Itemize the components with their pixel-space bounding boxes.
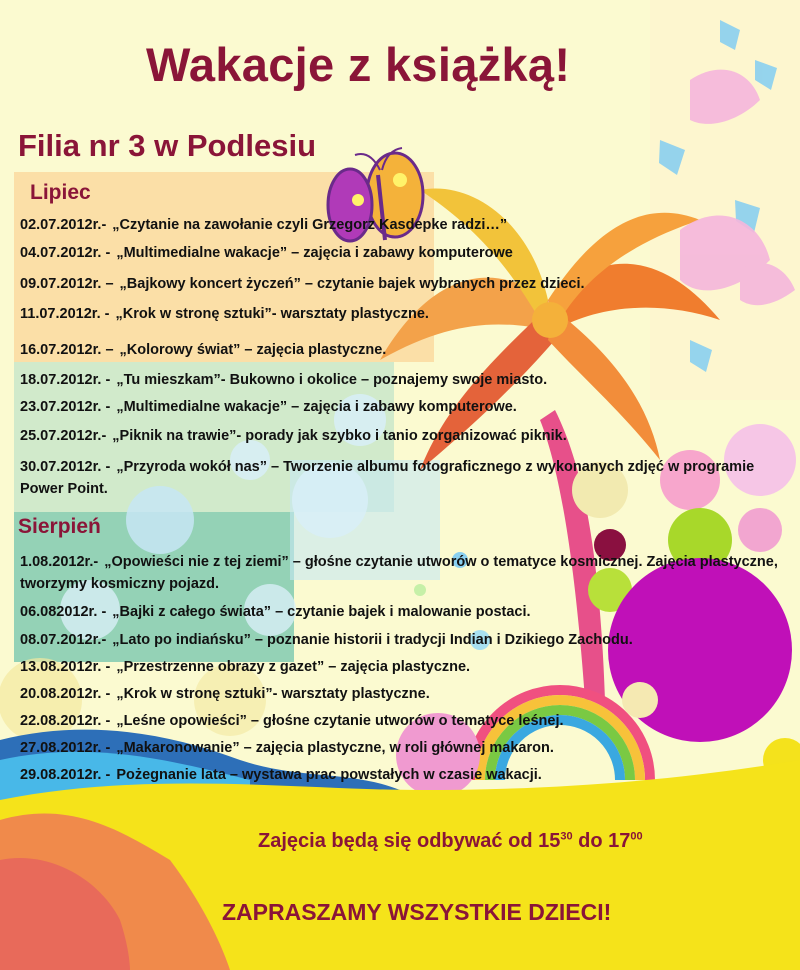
event-date: 25.07.2012r.- (20, 428, 107, 444)
event-row (20, 245, 513, 261)
event-row (20, 399, 517, 415)
event-text: „Przestrzenne obrazy z gazet” – zajęcia plastyczne. (116, 659, 471, 675)
event-text: „Makaronowanie” – zajęcia plastyczne, w roli głównej makaron. (116, 740, 554, 756)
event-row (20, 306, 429, 322)
event-text: „Bajkowy koncert życzeń” – czytanie bajek wybranych przez dzieci. (119, 276, 585, 292)
event-text: „Multimedialne wakacje” – zajęcia i zabawy komputerowe (116, 245, 513, 261)
event-date: 29.08.2012r. - (20, 767, 111, 783)
event-row (20, 659, 470, 675)
event-text: „Tu mieszkam”- Bukowno i okolice – poznajemy swoje miasto. (116, 372, 548, 388)
event-text: Pożegnanie lata – wystawa prac powstałych w czasie wakacji. (116, 767, 542, 783)
event-date: 22.08.2012r. - (20, 713, 111, 729)
event-date: 06.082012r. - (20, 604, 107, 620)
event-text: „Leśne opowieści” – głośne czytanie utworów o tematyce leśnej. (116, 713, 564, 729)
event-row (20, 342, 386, 358)
event-row (20, 276, 585, 292)
event-date: 20.08.2012r. - (20, 686, 111, 702)
event-text: „Multimedialne wakacje” – zajęcia i zabawy komputerowe. (116, 399, 517, 415)
event-date: 30.07.2012r. - (20, 459, 111, 475)
event-text: „Czytanie na zawołanie czyli Grzegorz Kasdepke radzi…” (112, 217, 508, 233)
event-text: „Lato po indiańsku” – poznanie historii i tradycji Indian i Dzikiego Zachodu. (112, 632, 633, 648)
event-text: „Krok w stronę sztuki”- warsztaty plastyczne. (116, 686, 430, 702)
event-date: 1.08.2012r.- (20, 554, 99, 570)
event-date: 23.07.2012r. - (20, 399, 111, 415)
event-row (20, 604, 531, 620)
event-row (20, 428, 567, 444)
branch-heading: Filia nr 3 w Podlesiu (18, 128, 317, 163)
event-date: 13.08.2012r. - (20, 659, 111, 675)
event-row (20, 740, 554, 756)
event-row (20, 767, 542, 783)
event-date: 27.08.2012r. - (20, 740, 111, 756)
poster-title: Wakacje z książką! (146, 38, 571, 91)
month-heading-august: Sierpień (18, 515, 101, 538)
invitation-text: ZAPRASZAMY WSZYSTKIE DZIECI! (222, 899, 612, 925)
event-date: 18.07.2012r. - (20, 372, 111, 388)
event-row (20, 686, 430, 702)
event-row (20, 632, 633, 648)
event-row (20, 217, 507, 233)
event-row (20, 372, 547, 388)
event-date: 04.07.2012r. - (20, 245, 111, 261)
event-date: 16.07.2012r. – (20, 342, 114, 358)
event-date: 09.07.2012r. – (20, 276, 114, 292)
event-row (20, 456, 780, 500)
event-text: „Bajki z całego świata” – czytanie bajek i malowanie postaci. (112, 604, 531, 620)
event-date: 02.07.2012r.- (20, 217, 107, 233)
event-date: 11.07.2012r. - (20, 306, 110, 322)
hours-end-minutes: 00 (630, 830, 643, 843)
event-text: „Piknik na trawie”- porady jak szybko i tanio zorganizować piknik. (112, 428, 567, 444)
event-row (20, 713, 564, 729)
month-heading-july: Lipiec (30, 181, 91, 204)
event-text: „Przyroda wokół nas” – Tworzenie albumu fotograficznego z wykonanych zdjęć w programie Power Point. (20, 459, 755, 497)
event-text: „Krok w stronę sztuki”- warsztaty plastyczne. (115, 306, 429, 322)
hours-middle: do 17 (572, 830, 631, 852)
event-row (20, 551, 780, 595)
hours-prefix: Zajęcia będą się odbywać od 15 (258, 830, 561, 852)
event-date: 08.07.2012r.- (20, 632, 107, 648)
event-text: „Kolorowy świat” – zajęcia plastyczne. (119, 342, 387, 358)
opening-hours (258, 830, 643, 853)
hours-start-minutes: 30 (560, 830, 573, 843)
event-text: „Opowieści nie z tej ziemi” – głośne czytanie utworów o tematyce kosmicznej. Zajęcia plastyczne, tworzymy kosmiczny pojazd. (20, 554, 778, 592)
